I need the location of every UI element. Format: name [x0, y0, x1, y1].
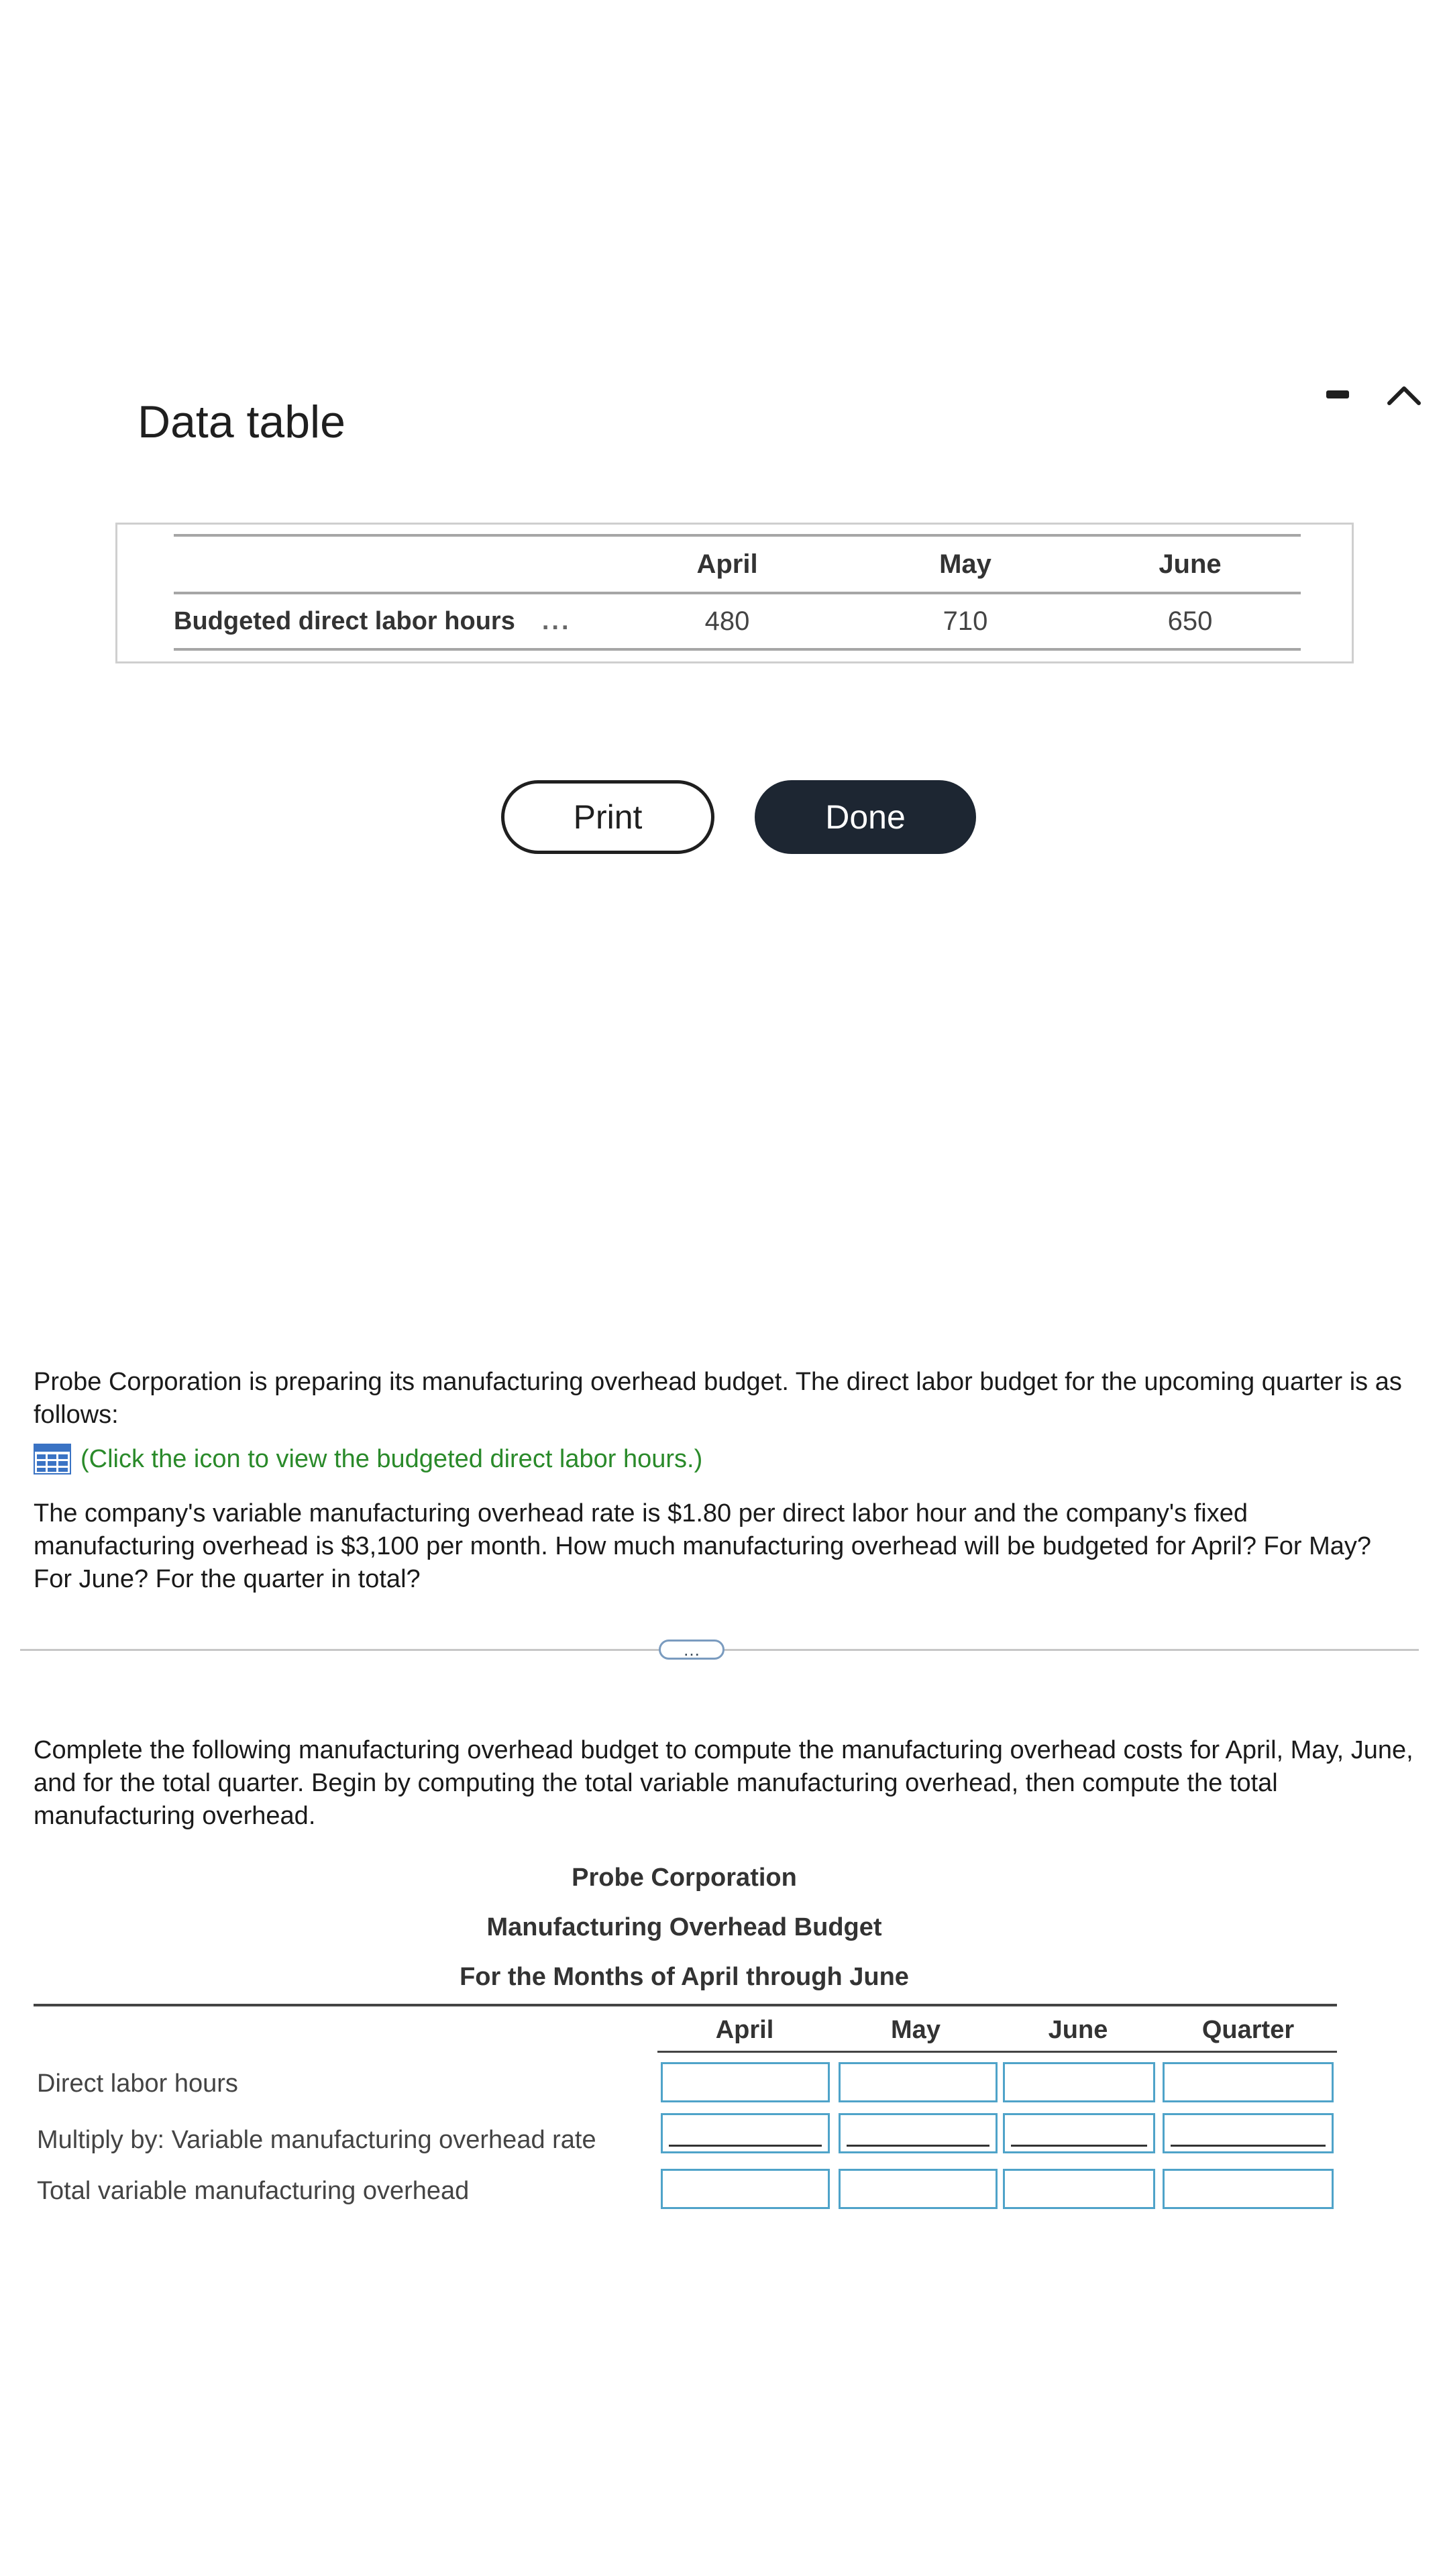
view-data-link[interactable]	[34, 1444, 702, 1474]
collapse-button[interactable]	[1386, 382, 1422, 407]
table-cell-june: 650	[1079, 593, 1301, 649]
modal-title: Data table	[138, 396, 345, 447]
view-data-link-text: (Click the icon to view the budgeted direct labor hours.)	[80, 1444, 703, 1473]
input-variable-rate-june[interactable]	[1003, 2113, 1155, 2153]
table-header-row	[174, 535, 1301, 593]
table-row-label	[174, 593, 603, 649]
col-head-quarter: Quarter	[1201, 2016, 1295, 2044]
input-direct-labor-hours-quarter[interactable]	[1163, 2062, 1334, 2102]
budget-top-rule	[34, 2004, 1337, 2006]
done-button[interactable]: Done	[755, 780, 976, 854]
question-details: The company's variable manufacturing overhead rate is $1.80 per direct labor hour and the company's fixed manufacturing overhead is $3,100 per month. How much manufacturing overhead will be budgeted for April? For May? For June? For the quarter in total?	[34, 1499, 1371, 1593]
row-label-text: Budgeted direct labor hours	[174, 606, 515, 635]
table-cell-april: 480	[603, 593, 851, 649]
col-head-rule	[657, 2051, 1337, 2053]
input-total-variable-may[interactable]	[839, 2169, 998, 2209]
row-label-variable-rate: Multiply by: Variable manufacturing overhead rate	[37, 2126, 596, 2154]
chevron-up-icon	[1386, 382, 1422, 407]
minimize-icon	[1326, 389, 1349, 400]
input-total-variable-april[interactable]	[661, 2169, 830, 2209]
input-total-variable-quarter[interactable]	[1163, 2169, 1334, 2209]
budget-statement: Manufacturing Overhead Budget	[486, 1913, 882, 1941]
input-direct-labor-hours-may[interactable]	[839, 2062, 998, 2102]
window-controls	[1326, 382, 1422, 407]
row-label-total-variable-overhead: Total variable manufacturing overhead	[37, 2177, 470, 2205]
print-button[interactable]: Print	[501, 780, 714, 854]
input-total-variable-june[interactable]	[1003, 2169, 1155, 2209]
table-grid-icon	[34, 1444, 71, 1474]
row-dots: ...	[541, 606, 572, 635]
col-head-may: May	[891, 2016, 941, 2044]
table-header-june: June	[1079, 535, 1301, 593]
table-header-blank	[174, 535, 603, 593]
table-header-may: May	[851, 535, 1079, 593]
data-table-box	[115, 523, 1354, 663]
question-intro: Probe Corporation is preparing its manufacturing overhead budget. The direct labor budget for the upcoming quarter is as follows:	[34, 1368, 1402, 1429]
table-header-april: April	[603, 535, 851, 593]
budget-company: Probe Corporation	[572, 1864, 797, 1892]
budget-period: For the Months of April through June	[460, 1963, 909, 1991]
minimize-button[interactable]	[1326, 389, 1349, 400]
budget-instructions: Complete the following manufacturing overhead budget to compute the manufacturing overhead costs for April, May, June, and for the total quarter. Begin by computing the total variable manufacturing overhead, then compute the total manufacturing overhead.	[34, 1736, 1413, 1830]
labor-hours-table	[174, 534, 1301, 651]
input-direct-labor-hours-april[interactable]	[661, 2062, 830, 2102]
input-direct-labor-hours-june[interactable]	[1003, 2062, 1155, 2102]
row-label-direct-labor-hours: Direct labor hours	[37, 2070, 238, 2098]
table-row	[174, 593, 1301, 649]
col-head-april: April	[715, 2016, 774, 2044]
expand-button[interactable]: …	[659, 1640, 724, 1660]
table-cell-may: 710	[851, 593, 1079, 649]
input-variable-rate-quarter[interactable]	[1163, 2113, 1334, 2153]
col-head-june: June	[1048, 2016, 1108, 2044]
input-variable-rate-april[interactable]	[661, 2113, 830, 2153]
input-variable-rate-may[interactable]	[839, 2113, 998, 2153]
modal-buttons	[501, 780, 976, 854]
